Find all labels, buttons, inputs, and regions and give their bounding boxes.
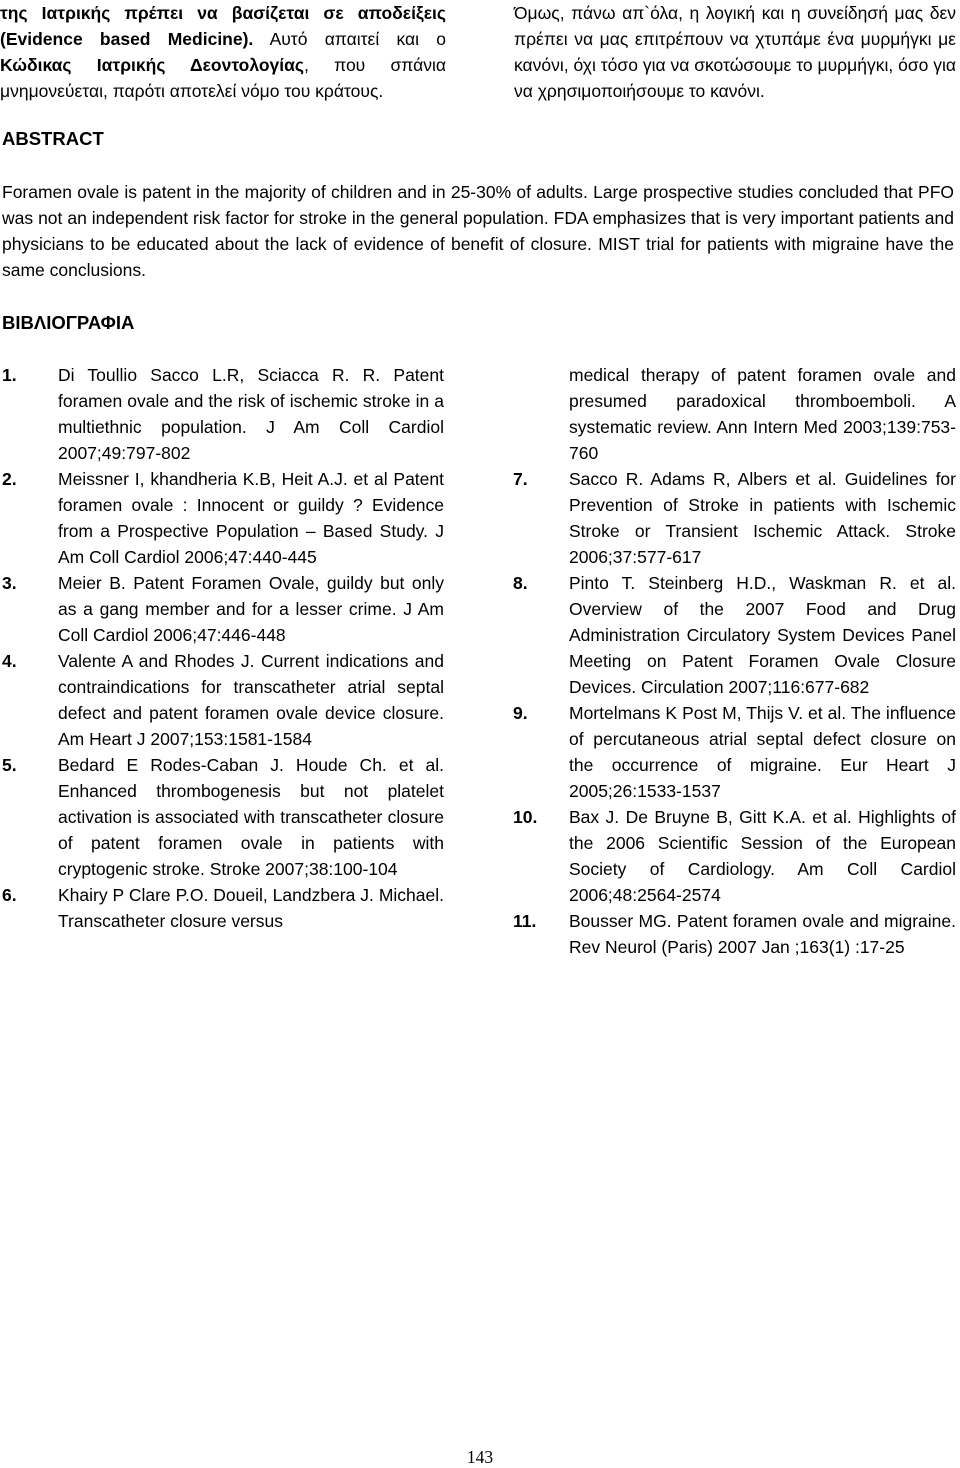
reference-number: 1.: [2, 365, 17, 385]
reference-item: [513, 570, 956, 700]
reference-item: [2, 570, 444, 648]
paragraph-text: , που σπάνια μνημονεύεται, παρότι αποτελεί νόμο του κράτους.: [0, 55, 446, 101]
reference-item: [2, 466, 444, 570]
references-left-column: [2, 362, 444, 934]
reference-number: 3.: [2, 573, 17, 593]
paragraph-text: Αυτό απαιτεί και ο: [253, 29, 446, 49]
reference-number: 2.: [2, 469, 17, 489]
reference-number: 11.: [513, 911, 537, 931]
reference-item: [513, 700, 956, 804]
reference-item: [2, 752, 444, 882]
bold-text: Κώδικας Ιατρικής Δεοντολογίας: [0, 55, 305, 75]
reference-text: Valente A and Rhodes J. Current indications and contraindications for transcatheter atrial septal defect and patent foramen ovale device closure. Am Heart J 2007;153:1581-1584: [58, 651, 444, 749]
abstract-heading: ABSTRACT: [2, 128, 104, 149]
reference-item: [2, 882, 444, 934]
bold-text: της Ιατρικής πρέπει να βασίζεται σε αποδείξεις (Evidence based Medicine).: [0, 3, 446, 49]
reference-number: 6.: [2, 885, 17, 905]
reference-item: [513, 804, 956, 908]
reference-text: Mortelmans K Post M, Thijs V. et al. The influence of percutaneous atrial septal defect closure on the occurrence of migraine. Eur Heart J 2005;26:1533-1537: [569, 703, 956, 801]
reference-text: Sacco R. Adams R, Albers et al. Guidelines for Prevention of Stroke in patients with Ischemic Stroke or Transient Ischemic Attack. Stroke 2006;37:577-617: [569, 469, 956, 567]
reference-continuation: [513, 362, 956, 466]
reference-number: 8.: [513, 573, 528, 593]
reference-number: 9.: [513, 703, 528, 723]
abstract-text: Foramen ovale is patent in the majority of children and in 25-30% of adults. Large prospective studies concluded that PFO was not an independent risk factor for stroke in the general population. FDA emphasizes that is very important patients and physicians to be educated about the lack of evidence of benefit of closure. MIST trial for patients with migraine have the same conclusions.: [2, 182, 954, 280]
page-number: 143: [466, 1447, 494, 1467]
reference-item: [2, 648, 444, 752]
reference-item: [2, 362, 444, 466]
reference-item: [513, 466, 956, 570]
reference-text: Di Toullio Sacco L.R, Sciacca R. R. Patent foramen ovale and the risk of ischemic stroke in a multiethnic population. J Am Coll Cardiol 2007;49:797-802: [58, 365, 444, 463]
greek-paragraph-right: Όμως, πάνω απ`όλα, η λογική και η συνείδησή μας δεν πρέπει να μας επιτρέπουν να χτυπάμε ένα μυρμήγκι με κανόνι, όχι τόσο για να σκοτώσουμε το μυρμήγκι, όσο για να χρησιμοποιήσουμε το κανόνι.: [514, 3, 956, 101]
reference-text: Bedard E Rodes-Caban J. Houde Ch. et al. Enhanced thrombogenesis but not platelet activation is associated with transcatheter closure of patent foramen ovale in patients with cryptogenic stroke. Stroke 2007;38:100-104: [58, 755, 444, 879]
reference-text: Pinto T. Steinberg H.D., Waskman R. et al. Overview of the 2007 Food and Drug Administration Circulatory System Devices Panel Meeting on Patent Foramen Ovale Closure Devices. Circulation 2007;116:677-682: [569, 573, 956, 697]
reference-number: 4.: [2, 651, 17, 671]
reference-number: 5.: [2, 755, 17, 775]
greek-paragraph-left: [0, 0, 446, 104]
reference-text: Meier B. Patent Foramen Ovale, guildy but only as a gang member and for a lesser crime. J Am Coll Cardiol 2006;47:446-448: [58, 573, 444, 645]
reference-text: Bax J. De Bruyne B, Gitt K.A. et al. Highlights of the 2006 Scientific Session of the European Society of Cardiology. Am Coll Cardiol 2006;48:2564-2574: [569, 807, 956, 905]
reference-text: Bousser MG. Patent foramen ovale and migraine. Rev Neurol (Paris) 2007 Jan ;163(1) :17-25: [569, 911, 956, 957]
reference-item: [513, 908, 956, 960]
reference-text: medical therapy of patent foramen ovale and presumed paradoxical thromboemboli. A systematic review. Ann Intern Med 2003;139:753-760: [569, 365, 956, 463]
reference-number: 10.: [513, 807, 538, 827]
reference-text: Khairy P Clare P.O. Doueil, Landzbera J. Michael. Transcatheter closure versus: [58, 885, 444, 931]
references-right-column: [513, 362, 956, 960]
reference-number: 7.: [513, 469, 528, 489]
previous-section-text: [0, 0, 960, 110]
reference-text: Meissner I, khandheria K.B, Heit A.J. et al Patent foramen ovale : Innocent or guildy ? Evidence from a Prospective Population – Based Study. J Am Coll Cardiol 2006;47:440-445: [58, 469, 444, 567]
bibliography-heading: ΒΙΒΛΙΟΓΡΑΦΙΑ: [2, 312, 135, 333]
